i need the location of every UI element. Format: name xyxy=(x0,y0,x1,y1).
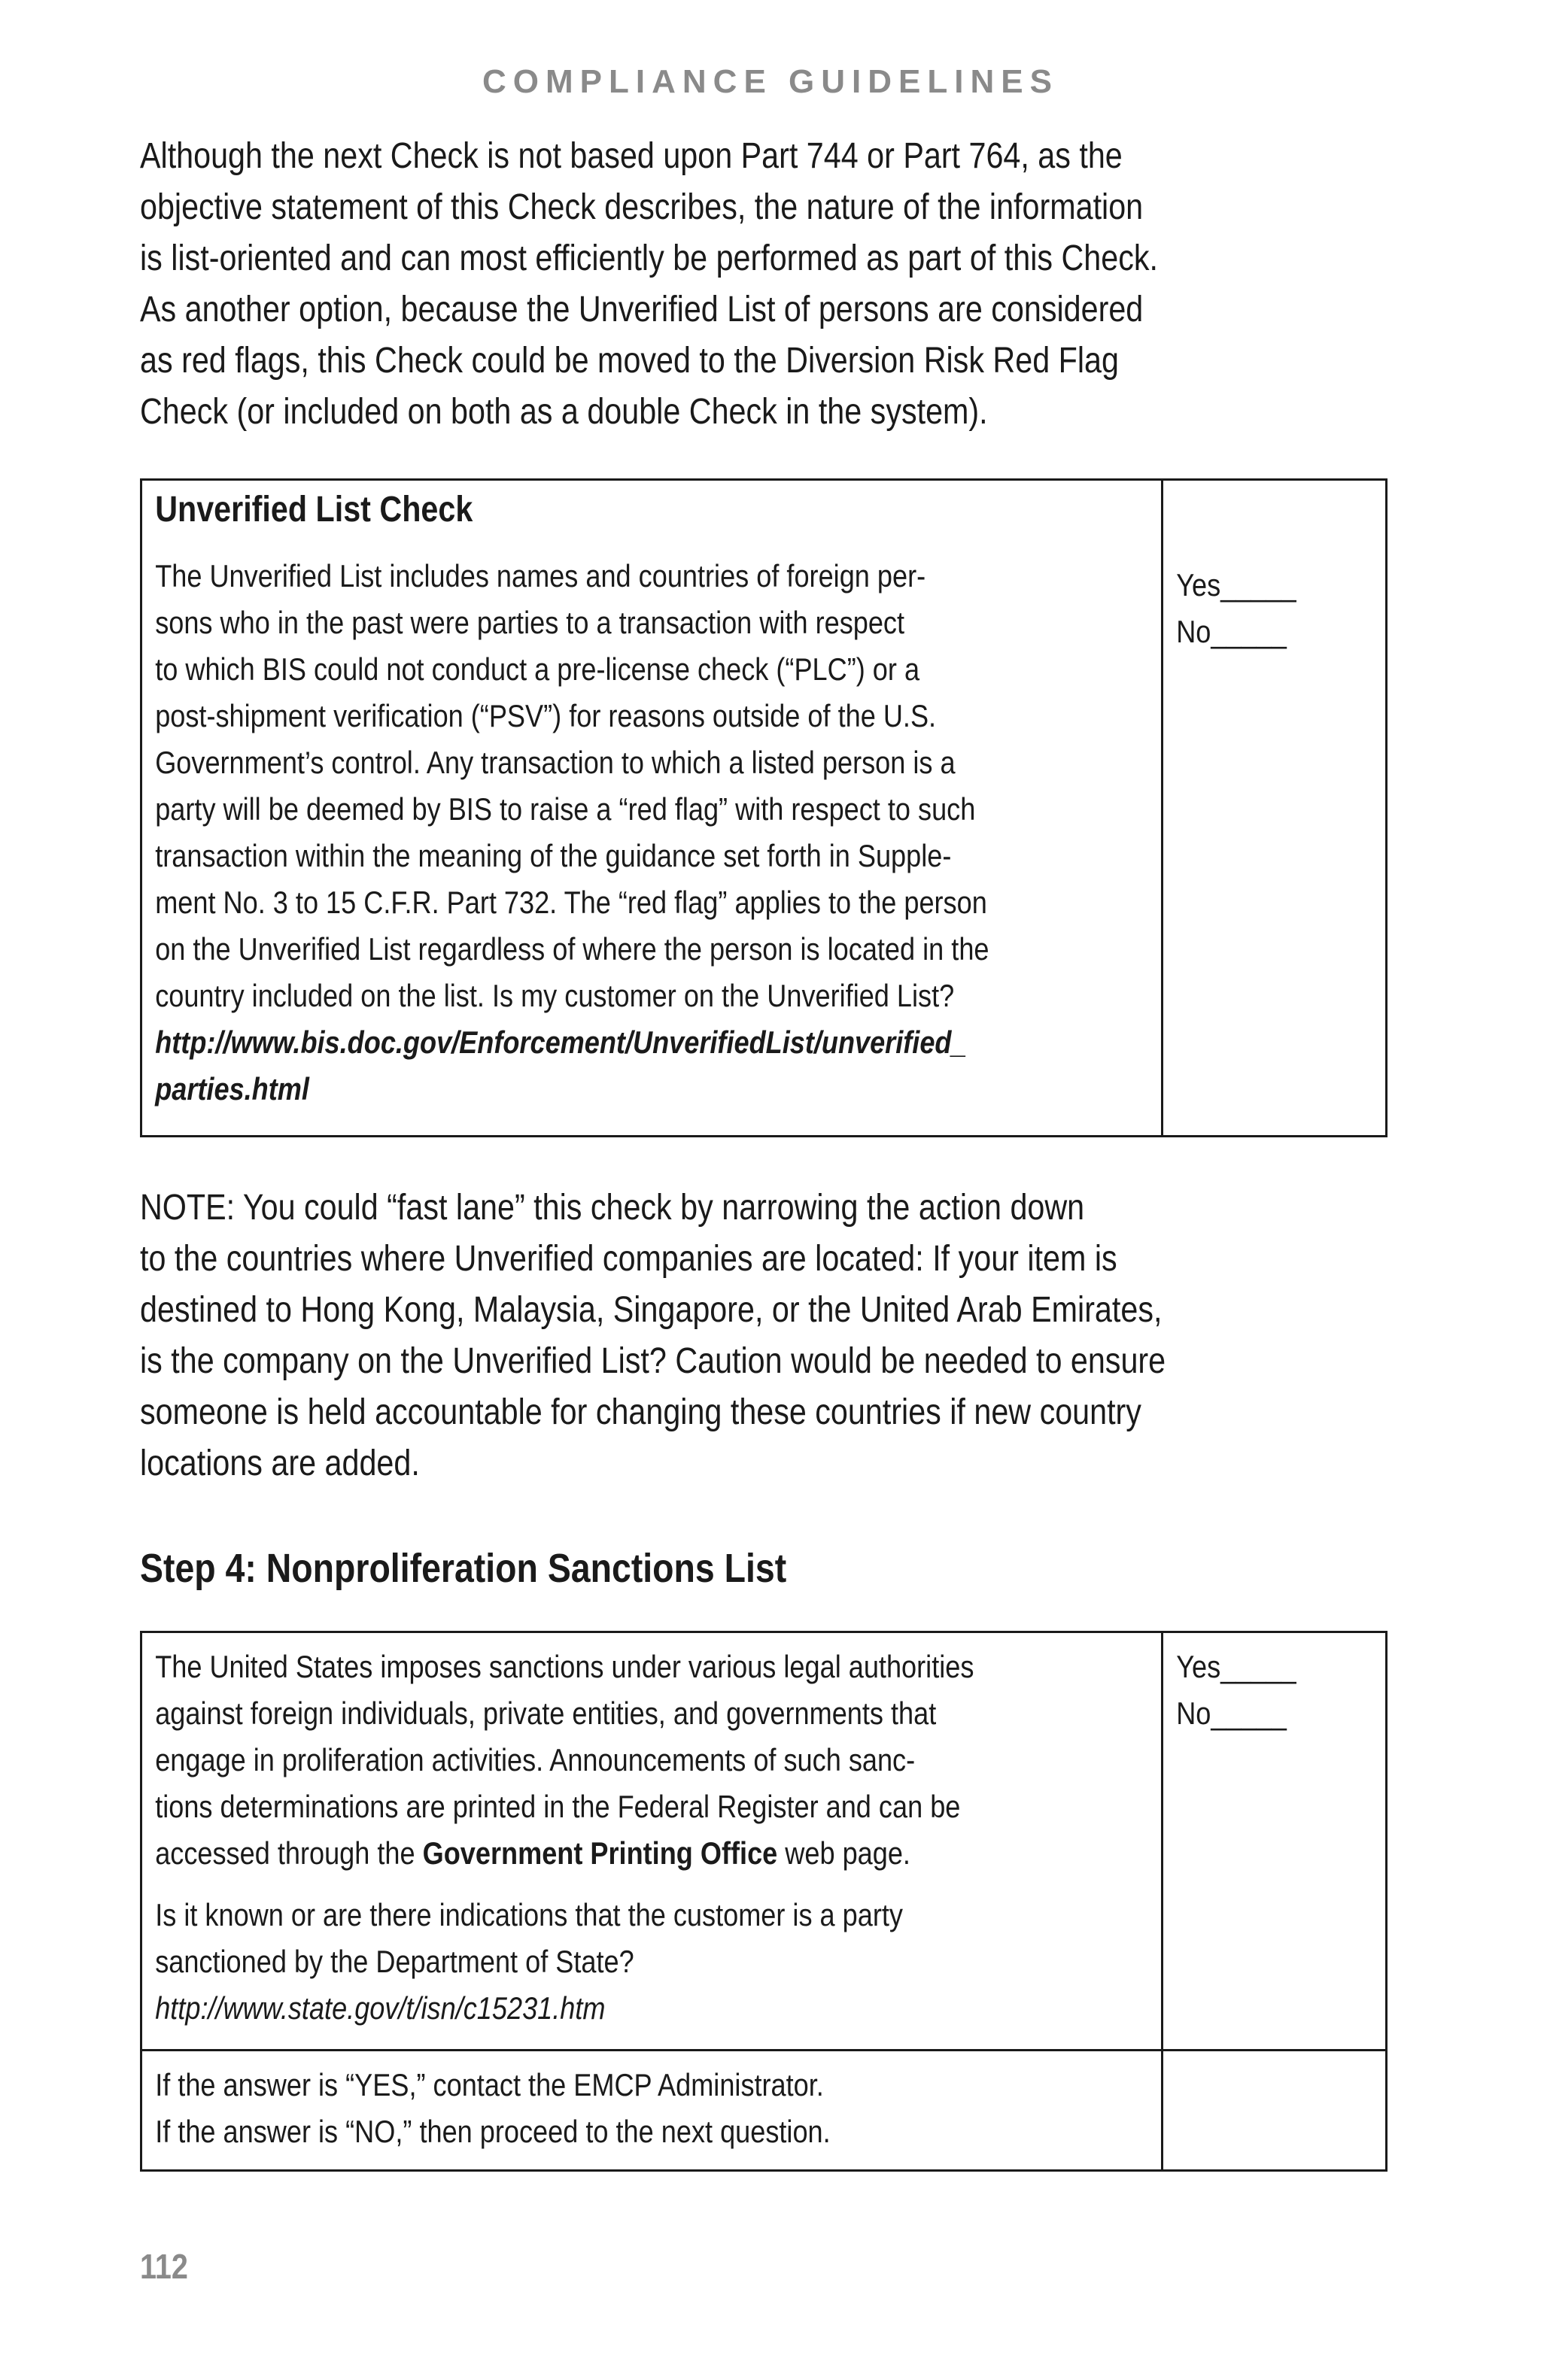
step4-heading: Step 4: Nonproliferation Sanctions List xyxy=(140,1546,787,1591)
unverified-line: party will be deemed by BIS to raise a “red flag” with respect to such xyxy=(155,791,976,827)
unverified-line: ment No. 3 to 15 C.F.R. Part 732. The “red flag” applies to the person xyxy=(155,885,987,920)
unverified-list-url-link[interactable]: parties.html xyxy=(155,1071,309,1107)
intro-line: as red flags, this Check could be moved to the Diversion Risk Red Flag xyxy=(140,341,1119,381)
unverified-line: country included on the list. Is my customer on the Unverified List? xyxy=(155,978,955,1013)
note-line: NOTE: You could “fast lane” this check by narrowing the action down xyxy=(140,1188,1085,1228)
no-answer-field[interactable]: No_____ xyxy=(1176,614,1287,649)
intro-line: Check (or included on both as a double Check in the system). xyxy=(140,392,988,432)
sanctions-line: tions determinations are printed in the Federal Register and can be xyxy=(155,1789,961,1824)
sanctions-instruction-cell xyxy=(141,2051,1163,2171)
empty-answer-cell xyxy=(1162,2051,1386,2171)
unverified-line: transaction within the meaning of the guidance set forth in Supple- xyxy=(155,838,952,873)
unverified-line: The Unverified List includes names and countries of foreign per- xyxy=(155,558,926,593)
intro-paragraph xyxy=(140,131,1227,438)
intro-line: objective statement of this Check describes, the nature of the information xyxy=(140,187,1144,227)
sanctions-line: against foreign individuals, private entities, and governments that xyxy=(155,1695,937,1731)
intro-line: is list-oriented and can most efficiently be performed as part of this Check. xyxy=(140,238,1158,278)
sanctions-line-text: accessed through the xyxy=(155,1835,423,1871)
unverified-list-check-box xyxy=(140,478,1388,1137)
yes-answer-field[interactable]: Yes_____ xyxy=(1175,1649,1296,1684)
sanctions-line: engage in proliferation activities. Announcements of such sanc- xyxy=(155,1742,916,1777)
unverified-yes-no-cell xyxy=(1162,480,1386,1137)
state-dept-url-link[interactable]: http://www.state.gov/t/isn/c15231.htm xyxy=(155,1990,606,2026)
note-line: is the company on the Unverified List? Caution would be needed to ensure xyxy=(140,1341,1166,1381)
gpo-link[interactable]: Government Printing Office xyxy=(422,1835,778,1871)
unverified-list-url-link[interactable]: http://www.bis.doc.gov/Enforcement/UnverifiedList/unverified_ xyxy=(155,1025,967,1060)
note-line: destined to Hong Kong, Malaysia, Singapore, or the United Arab Emirates, xyxy=(140,1290,1163,1330)
note-line: locations are added. xyxy=(140,1443,420,1483)
unverified-line: to which BIS could not conduct a pre-license check (“PLC”) or a xyxy=(155,651,920,687)
intro-line: As another option, because the Unverified List of persons are considered xyxy=(140,290,1144,329)
no-answer-field[interactable]: No_____ xyxy=(1175,1695,1287,1731)
unverified-list-description-cell xyxy=(141,480,1163,1137)
note-paragraph xyxy=(140,1182,1227,1489)
instruction-line: If the answer is “NO,” then proceed to the next question. xyxy=(155,2114,831,2149)
sanctions-line: The United States imposes sanctions under various legal authorities xyxy=(155,1649,974,1684)
unverified-line: on the Unverified List regardless of where the person is located in the xyxy=(155,931,989,967)
sanctions-yes-no-cell xyxy=(1162,1632,1386,2051)
yes-answer-field[interactable]: Yes_____ xyxy=(1176,567,1296,603)
unverified-line: post-shipment verification (“PSV”) for reasons outside of the U.S. xyxy=(155,698,937,733)
sanctions-line xyxy=(155,1830,1018,1877)
note-line: someone is held accountable for changing these countries if new country xyxy=(140,1392,1141,1432)
note-line: to the countries where Unverified companies are located: If your item is xyxy=(140,1239,1117,1279)
sanctions-list-box xyxy=(140,1631,1388,2172)
sanctions-description-cell xyxy=(141,1632,1163,2051)
sanctions-question-line: Is it known or are there indications that the customer is a party xyxy=(155,1897,903,1932)
intro-line: Although the next Check is not based upon Part 744 or Part 764, as the xyxy=(140,136,1123,176)
unverified-line: sons who in the past were parties to a transaction with respect xyxy=(155,605,905,640)
page-number: 112 xyxy=(140,2247,188,2286)
running-head: COMPLIANCE GUIDELINES xyxy=(482,63,1059,100)
unverified-list-check-title: Unverified List Check xyxy=(155,490,473,530)
sanctions-question-line: sanctioned by the Department of State? xyxy=(155,1944,634,1979)
instruction-line: If the answer is “YES,” contact the EMCP Administrator. xyxy=(155,2067,824,2102)
unverified-line: Government’s control. Any transaction to which a listed person is a xyxy=(155,745,956,780)
sanctions-line-text: web page. xyxy=(777,1835,910,1871)
